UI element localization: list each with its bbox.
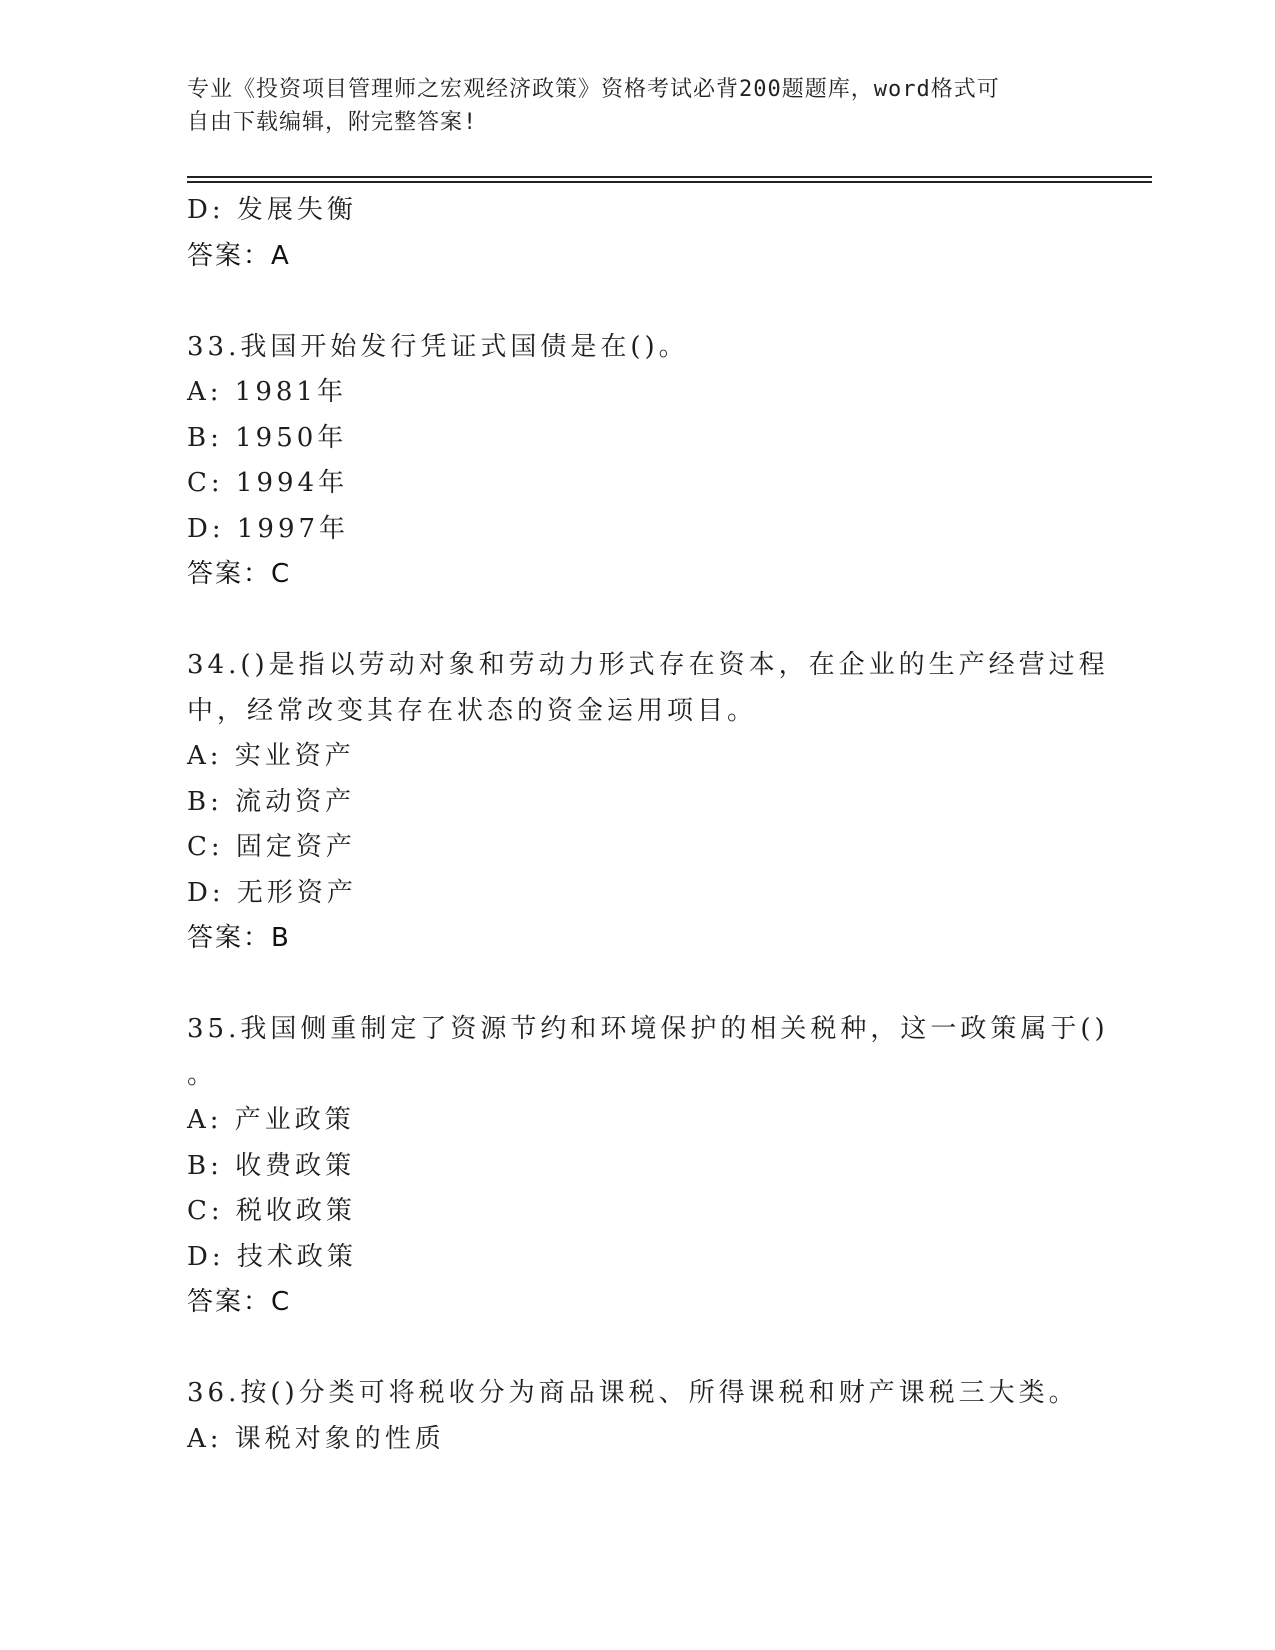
question-34 (187, 643, 1109, 962)
option-b: B: 1950年 (187, 422, 348, 453)
option-c: C: 1994年 (187, 468, 349, 498)
spacer (187, 1326, 1087, 1372)
option-b: B: 收费政策 (187, 1150, 356, 1181)
option-a: A: 实业资产 (187, 741, 355, 771)
header-line-2: 自由下载编辑，附完整答案! (187, 110, 478, 135)
option-d: D: 无形资产 (187, 877, 357, 908)
spacer (187, 962, 1087, 1008)
answer: 答案：B (187, 923, 291, 953)
document-header (187, 73, 1087, 139)
option-c: C: 固定资产 (187, 832, 356, 862)
question-36 (187, 1371, 1087, 1462)
question-35 (187, 1007, 1109, 1326)
spacer (187, 598, 1087, 644)
option-d: D: 1997年 (187, 513, 350, 544)
header-rule-bottom (187, 181, 1152, 183)
question-text: 36.按()分类可将税收分为商品课税、所得课税和财产课税三大类。 (187, 1378, 1079, 1408)
header-rule-top (187, 176, 1152, 178)
answer: 答案：C (187, 1287, 292, 1317)
header-line-1: 专业《投资项目管理师之宏观经济政策》资格考试必背200题题库，word格式可 (187, 77, 1000, 102)
option-a: A: 产业政策 (187, 1105, 355, 1135)
question-text-line-1: 35.我国侧重制定了资源节约和环境保护的相关税种，这一政策属于() (187, 1014, 1109, 1044)
spacer (187, 279, 1087, 325)
document-body (187, 188, 1109, 1462)
option-a: A: 1981年 (187, 377, 347, 407)
option-c: C: 税收政策 (187, 1196, 356, 1226)
question-text: 33.我国开始发行凭证式国债是在()。 (187, 331, 689, 362)
question-33 (187, 325, 1087, 598)
question-text-line-1: 34.()是指以劳动对象和劳动力形式存在资本，在企业的生产经营过程 (187, 650, 1109, 680)
prev-option-d: D: 发展失衡 (187, 195, 357, 225)
option-b: B: 流动资产 (187, 786, 356, 817)
question-text-line-2: 。 (187, 1059, 218, 1090)
answer: 答案：C (187, 559, 292, 589)
prev-answer: 答案：A (187, 240, 291, 271)
option-a: A: 课税对象的性质 (187, 1423, 445, 1454)
option-d: D: 技术政策 (187, 1241, 357, 1272)
question-text-line-2: 中，经常改变其存在状态的资金运用项目。 (187, 695, 758, 726)
